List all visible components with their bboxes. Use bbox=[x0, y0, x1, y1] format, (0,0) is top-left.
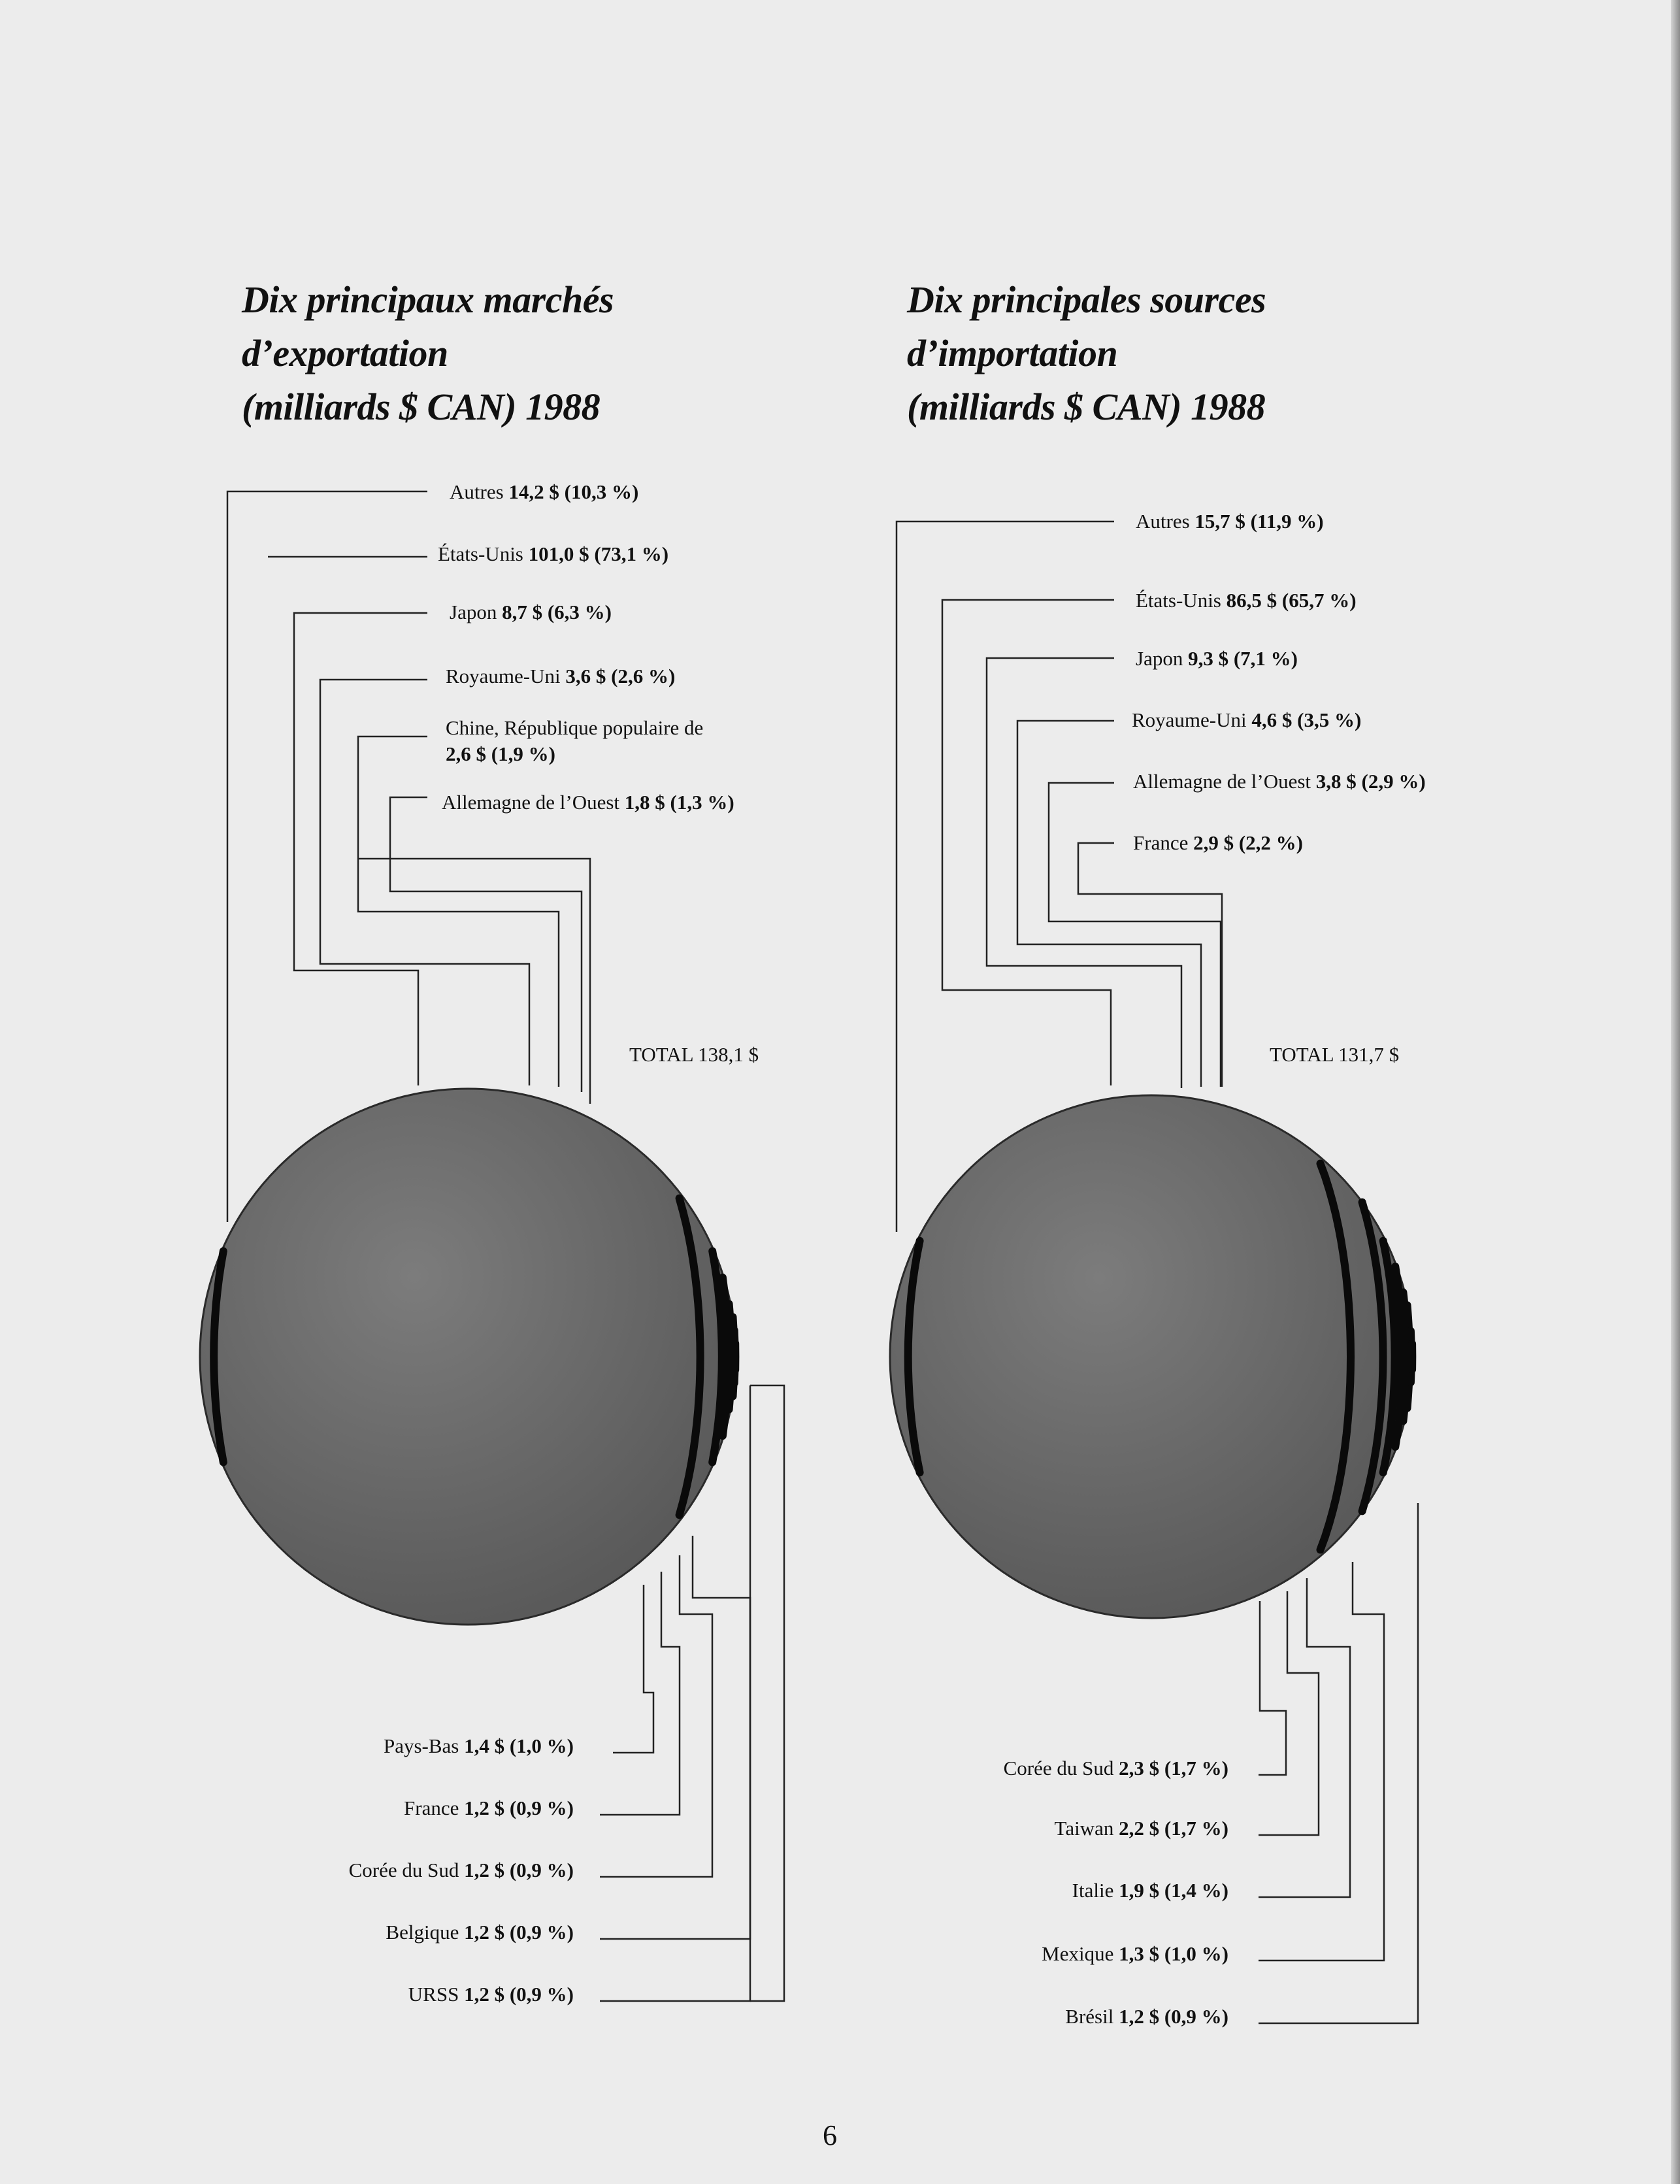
export-pie-chart bbox=[200, 480, 784, 2006]
slice-label-br-sil bbox=[1065, 2005, 1228, 2028]
slice-label-value: 2,3 $ (1,7 %) bbox=[1119, 1757, 1228, 1779]
page-number: 6 bbox=[823, 2119, 837, 2151]
leader-line bbox=[1259, 1562, 1384, 1961]
import-pie-chart bbox=[890, 510, 1426, 2028]
import-title-line-2: d’importation bbox=[907, 332, 1118, 374]
slice-label-value: 1,2 $ (0,9 %) bbox=[464, 1796, 574, 1819]
slice-label-pays-bas bbox=[384, 1734, 574, 1757]
slice-label-name: États-Unis bbox=[1136, 589, 1227, 612]
slice-label-name: Corée du Sud bbox=[348, 1859, 465, 1881]
leader-line bbox=[613, 1585, 653, 1753]
leader-line bbox=[320, 680, 529, 1085]
slice-label--tats-unis bbox=[438, 542, 668, 565]
slice-label-value: 1,8 $ (1,3 %) bbox=[624, 791, 734, 814]
leader-line bbox=[294, 613, 427, 1085]
slice-label-name: Japon bbox=[450, 601, 502, 623]
slice-label-name: États-Unis bbox=[438, 542, 529, 565]
slice-label-name: Corée du Sud bbox=[1003, 1757, 1119, 1779]
slice-label-belgique bbox=[386, 1921, 574, 1944]
slice-label-value: 1,4 $ (1,0 %) bbox=[464, 1734, 574, 1757]
slice-label-value: 15,7 $ (11,9 %) bbox=[1194, 510, 1324, 533]
export-title-line-2: d’exportation bbox=[242, 332, 448, 374]
slice-label-value: 1,3 $ (1,0 %) bbox=[1119, 1942, 1228, 1965]
sphere-body bbox=[890, 1095, 1413, 1618]
leader-line bbox=[600, 1536, 750, 1939]
slice-label-name: Mexique bbox=[1042, 1942, 1119, 1965]
slice-label-name: France bbox=[404, 1796, 465, 1819]
slice-label-name: Chine, République populaire de bbox=[446, 716, 704, 739]
slice-label-value: 1,2 $ (0,9 %) bbox=[1119, 2005, 1228, 2028]
import-title-line-1: Dix principales sources bbox=[907, 278, 1266, 321]
leader-line bbox=[1259, 1601, 1286, 1775]
slice-label-value: 101,0 $ (73,1 %) bbox=[528, 542, 669, 565]
leader-line bbox=[1259, 1578, 1350, 1897]
slice-label-value: 1,9 $ (1,4 %) bbox=[1119, 1879, 1228, 1902]
slice-label-value: 2,9 $ (2,2 %) bbox=[1193, 831, 1303, 854]
slice-label-name: Allemagne de l’Ouest bbox=[1133, 770, 1316, 793]
slice-label-value: 2,2 $ (1,7 %) bbox=[1119, 1817, 1228, 1840]
slice-label-name: Allemagne de l’Ouest bbox=[442, 791, 625, 814]
slice-label-mexique bbox=[1042, 1942, 1228, 1965]
slice-label-name: Taiwan bbox=[1054, 1817, 1119, 1840]
leader-line bbox=[1049, 783, 1221, 1087]
slice-label-name: Brésil bbox=[1065, 2005, 1119, 2028]
sphere-body bbox=[200, 1089, 736, 1625]
slice-label-japon bbox=[450, 601, 612, 623]
export-title-line-1: Dix principaux marchés bbox=[242, 278, 614, 321]
slice-label-value: 3,8 $ (2,9 %) bbox=[1315, 770, 1426, 793]
slice-label-name: Italie bbox=[1072, 1879, 1119, 1902]
slice-label-cor-e-du-sud bbox=[1004, 1757, 1228, 1779]
slice-label-autres bbox=[1136, 510, 1324, 533]
slice-label-value: 4,6 $ (3,5 %) bbox=[1251, 708, 1362, 731]
slice-label-value: 8,7 $ (6,3 %) bbox=[502, 601, 612, 623]
slice-label-name: Japon bbox=[1136, 647, 1189, 670]
slice-label-value: 2,6 $ (1,9 %) bbox=[446, 742, 555, 765]
total-label: TOTAL 138,1 $ bbox=[629, 1043, 759, 1066]
leader-line bbox=[358, 859, 590, 1104]
slice-label-name: Royaume-Uni bbox=[446, 665, 566, 687]
slice-label-japon bbox=[1136, 647, 1298, 670]
leader-line bbox=[600, 1572, 680, 1815]
slice-label-value: 1,2 $ (0,9 %) bbox=[464, 1921, 574, 1944]
import-title-line-3: (milliards $ CAN) 1988 bbox=[907, 386, 1266, 428]
slice-label-value: 9,3 $ (7,1 %) bbox=[1188, 647, 1298, 670]
slice-label-france bbox=[1133, 831, 1303, 854]
slice-label-france bbox=[404, 1796, 574, 1819]
leader-line bbox=[1259, 1591, 1319, 1835]
slice-label-value: 3,6 $ (2,6 %) bbox=[565, 665, 676, 687]
slice-label-value: 1,2 $ (0,9 %) bbox=[464, 1859, 574, 1881]
slice-label-name: France bbox=[1133, 831, 1194, 854]
leader-line bbox=[750, 1385, 784, 2001]
slice-label-autres bbox=[450, 480, 638, 503]
slice-label-italie bbox=[1072, 1879, 1228, 1902]
slice-label-royaume-uni bbox=[1132, 708, 1361, 731]
slice-label-name: Belgique bbox=[386, 1921, 465, 1944]
total-label: TOTAL 131,7 $ bbox=[1270, 1043, 1400, 1066]
leader-line bbox=[600, 1555, 712, 1877]
slice-label-royaume-uni bbox=[446, 665, 675, 687]
slice-label-taiwan bbox=[1055, 1817, 1228, 1840]
slice-label-chine-r-publique-populaire-de bbox=[446, 716, 703, 765]
slice-label-name: Pays-Bas bbox=[383, 1734, 465, 1757]
slice-label-name: Royaume-Uni bbox=[1132, 708, 1252, 731]
slice-label-allemagne-de-l-ouest bbox=[442, 791, 734, 814]
slice-label-name: URSS bbox=[408, 1983, 465, 2006]
slice-label-value: 86,5 $ (65,7 %) bbox=[1226, 589, 1357, 612]
slice-label-value: 1,2 $ (0,9 %) bbox=[464, 1983, 574, 2006]
slice-label-allemagne-de-l-ouest bbox=[1133, 770, 1426, 793]
slice-label-urss bbox=[408, 1983, 574, 2006]
slice-label-cor-e-du-sud bbox=[349, 1859, 574, 1881]
slice-label--tats-unis bbox=[1136, 589, 1357, 612]
slice-label-name: Autres bbox=[450, 480, 509, 503]
slice-label-name: Autres bbox=[1136, 510, 1195, 533]
export-title-line-3: (milliards $ CAN) 1988 bbox=[242, 386, 601, 428]
slice-label-value: 14,2 $ (10,3 %) bbox=[508, 480, 639, 503]
